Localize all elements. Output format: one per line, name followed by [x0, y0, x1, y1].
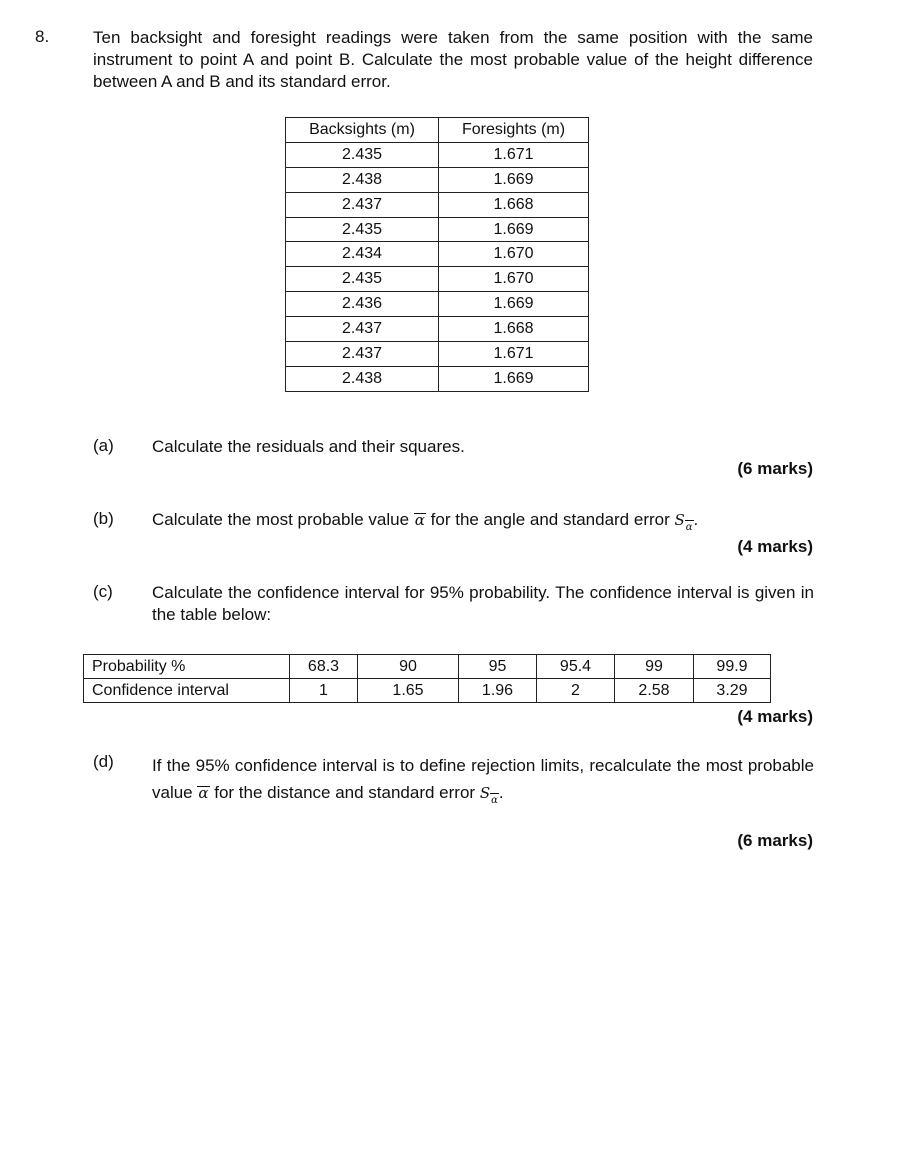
part-d-text: If the 95% confidence interval is to define rejection limits, recalculate the most probable value α for the distance and standard error Sα.: [152, 756, 814, 806]
part-c-marks: (4 marks): [737, 707, 813, 726]
backsight-cell: 2.438: [286, 366, 439, 391]
backsight-cell: 2.438: [286, 167, 439, 192]
interval-cell: 1.65: [358, 679, 459, 703]
part-d-label: (d): [93, 752, 114, 771]
backsight-cell: 2.437: [286, 317, 439, 342]
table-row: [286, 342, 589, 367]
interval-cell: 2: [537, 679, 615, 703]
foresight-cell: 1.668: [439, 317, 589, 342]
part-d-marks: (6 marks): [737, 831, 813, 850]
probability-label: Probability %: [84, 655, 290, 679]
table-row: [286, 192, 589, 217]
foresight-cell: 1.669: [439, 292, 589, 317]
backsights-header: Backsights (m): [286, 118, 439, 143]
foresight-cell: 1.671: [439, 342, 589, 367]
foresight-cell: 1.670: [439, 242, 589, 267]
part-c-label: (c): [93, 582, 113, 601]
table-row: [286, 242, 589, 267]
backsight-cell: 2.437: [286, 192, 439, 217]
part-d-text-middle: for the distance and standard error: [214, 783, 476, 802]
foresight-cell: 1.670: [439, 267, 589, 292]
table-row: [84, 655, 771, 679]
interval-cell: 1.96: [459, 679, 537, 703]
table-row: [286, 167, 589, 192]
probability-cell: 99.9: [694, 655, 771, 679]
part-a-text: Calculate the residuals and their squares.: [152, 437, 465, 456]
foresight-cell: 1.671: [439, 142, 589, 167]
alpha-bar-symbol: α: [198, 784, 209, 802]
backsight-cell: 2.436: [286, 292, 439, 317]
interval-cell: 2.58: [615, 679, 694, 703]
alpha-subscript: α: [491, 795, 498, 806]
interval-cell: 1: [290, 679, 358, 703]
part-b-label: (b): [93, 509, 114, 528]
table-row: [286, 267, 589, 292]
probability-cell: 99: [615, 655, 694, 679]
table-row: [286, 366, 589, 391]
part-a-label: (a): [93, 436, 114, 455]
foresight-cell: 1.669: [439, 167, 589, 192]
table-row: [286, 292, 589, 317]
alpha-bar-symbol: α: [414, 511, 425, 529]
foresight-cell: 1.669: [439, 366, 589, 391]
part-b-text-start: Calculate the most probable value: [152, 510, 410, 529]
readings-table: [285, 117, 589, 392]
alpha-subscript: α: [685, 522, 693, 533]
standard-error-symbol: Sα: [674, 511, 693, 533]
backsight-cell: 2.435: [286, 267, 439, 292]
part-b-text-middle: for the angle and standard error: [430, 510, 670, 529]
part-b-text: Calculate the most probable value α for the angle and standard error Sα.: [152, 510, 699, 533]
backsight-cell: 2.434: [286, 242, 439, 267]
confidence-table: [83, 654, 771, 703]
probability-cell: 68.3: [290, 655, 358, 679]
part-a-marks: (6 marks): [737, 459, 813, 478]
interval-label: Confidence interval: [84, 679, 290, 703]
table-row: [286, 317, 589, 342]
backsight-cell: 2.435: [286, 217, 439, 242]
probability-cell: 90: [358, 655, 459, 679]
part-c-text: Calculate the confidence interval for 95% probability. The confidence interval is given in the table below:: [152, 583, 814, 624]
foresights-header: Foresights (m): [439, 118, 589, 143]
table-row: [286, 217, 589, 242]
question-number: 8.: [35, 27, 50, 46]
part-d-text-start: If the 95% confidence interval is to define rejection limits, recalculate the most probable value: [152, 756, 814, 802]
question-text: Ten backsight and foresight readings were taken from the same position with the same instrument to point A and point B. Calculate the most probable value of the height difference between A and B and its standard error.: [93, 28, 813, 91]
probability-cell: 95.4: [537, 655, 615, 679]
backsight-cell: 2.437: [286, 342, 439, 367]
foresight-cell: 1.668: [439, 192, 589, 217]
interval-cell: 3.29: [694, 679, 771, 703]
probability-cell: 95: [459, 655, 537, 679]
foresight-cell: 1.669: [439, 217, 589, 242]
table-row: [286, 142, 589, 167]
backsight-cell: 2.435: [286, 142, 439, 167]
table-row: [84, 679, 771, 703]
standard-error-symbol: Sα: [479, 784, 498, 806]
part-b-marks: (4 marks): [737, 537, 813, 556]
